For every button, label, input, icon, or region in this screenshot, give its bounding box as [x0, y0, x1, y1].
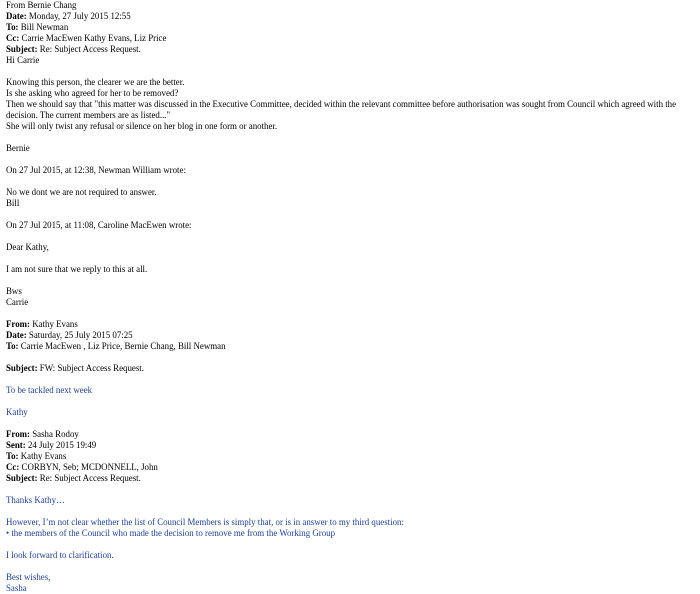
sent-value: 24 July 2015 19:49: [25, 440, 97, 450]
header3-to: [6, 451, 694, 462]
header2-subject: [6, 363, 694, 374]
from-label: From:: [6, 319, 30, 329]
header3-from: [6, 429, 694, 440]
bernie-signoff: Bernie: [6, 143, 30, 153]
date-label: Date:: [6, 11, 27, 21]
to-label: To:: [6, 341, 19, 351]
caroline-attribution: On 27 Jul 2015, at 11:08, Caroline MacEwen wrote:: [6, 220, 192, 230]
caroline-line: I am not sure that we reply to this at all.: [6, 264, 148, 274]
cc-value: Carrie MacEwen Kathy Evans, Liz Price: [19, 33, 167, 43]
to-label: To:: [6, 22, 19, 32]
bernie-paragraph-2: Is she asking who agreed for her to be removed?: [6, 88, 179, 98]
cc-label: Cc:: [6, 33, 20, 43]
to-label: To:: [6, 451, 19, 461]
header1-from: From Bernie Chang: [6, 0, 77, 10]
kathy-line: To be tackled next week: [6, 385, 93, 395]
header3-subject: [6, 473, 694, 484]
header1-subject: [6, 44, 694, 55]
date-value: Saturday, 25 July 2015 07:25: [26, 330, 133, 340]
caroline-signoff-1: Bws: [6, 286, 22, 296]
from-label: From:: [6, 429, 30, 439]
to-value: Kathy Evans: [18, 451, 67, 461]
cc-value: CORBYN, Seb; MCDONNELL, John: [19, 462, 158, 472]
date-value: Monday, 27 July 2015 12:55: [26, 11, 131, 21]
sasha-signoff-1: Best wishes,: [6, 572, 51, 582]
subject-label: Subject:: [6, 363, 38, 373]
bill-attribution: On 27 Jul 2015, at 12:38, Newman William wrote:: [6, 165, 186, 175]
subject-value: FW: Subject Access Request.: [37, 363, 144, 373]
bill-line: No we dont we are not required to answer.: [6, 187, 157, 197]
to-value: Bill Newman: [18, 22, 69, 32]
sasha-line-2: However, I’m not clear whether the list of Council Members is simply that, or is in answer to my third question:: [6, 517, 404, 527]
header1-to: [6, 22, 694, 33]
header3-sent: [6, 440, 694, 451]
date-label: Date:: [6, 330, 27, 340]
bernie-greeting: Hi Carrie: [6, 55, 40, 65]
bill-signoff: Bill: [6, 198, 20, 208]
caroline-signoff-2: Carrie: [6, 297, 29, 307]
bernie-paragraph-3: Then we should say that "this matter was discussed in the Executive Committee, decided within the relevant committee before authorisation was sought from Council which agreed with the decision. The current members are as listed...": [6, 99, 677, 120]
sasha-line-1: Thanks Kathy…: [6, 495, 65, 505]
header3-cc: [6, 462, 694, 473]
header2-date: [6, 330, 694, 341]
from-value: Kathy Evans: [30, 319, 78, 329]
subject-label: Subject:: [6, 44, 38, 54]
sasha-line-4: I look forward to clarification.: [6, 550, 114, 560]
header1-date: [6, 11, 694, 22]
sasha-bullet: • the members of the Council who made the decision to remove me from the Working Group: [6, 528, 336, 538]
subject-value: Re: Subject Access Request.: [37, 44, 141, 54]
header2-from: [6, 319, 694, 330]
caroline-greeting: Dear Kathy,: [6, 242, 49, 252]
kathy-signoff: Kathy: [6, 407, 28, 417]
header1-cc: [6, 33, 694, 44]
sent-label: Sent:: [6, 440, 26, 450]
from-value: Sasha Rodoy: [30, 429, 79, 439]
bernie-paragraph-4: She will only twist any refusal or silence on her blog in one form or another.: [6, 121, 278, 131]
cc-label: Cc:: [6, 462, 20, 472]
to-value: Carrie MacEwen , Liz Price, Bernie Chang, Bill Newman: [18, 341, 226, 351]
header2-to: [6, 341, 694, 352]
sasha-signoff-2: Sasha: [6, 583, 27, 593]
subject-label: Subject:: [6, 473, 38, 483]
subject-value: Re: Subject Access Request.: [37, 473, 141, 483]
bernie-paragraph-1: Knowing this person, the clearer we are the better.: [6, 77, 185, 87]
